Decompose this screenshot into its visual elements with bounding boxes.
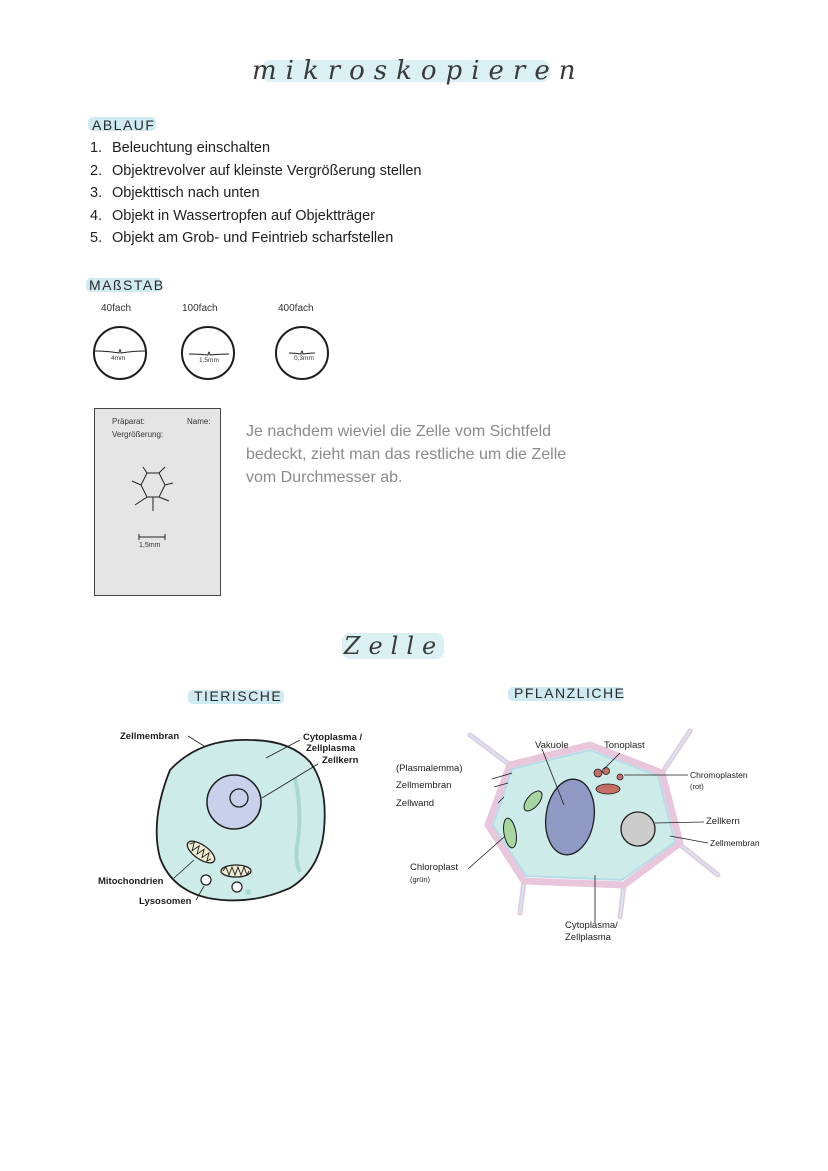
fov-scale-40: 4mm — [111, 355, 126, 362]
slide-cell-sketch — [125, 461, 185, 521]
mag-label-40: 40fach — [101, 303, 132, 314]
animal-label-zellkern: Zellkern — [322, 755, 359, 766]
plant-label-chloroplast: Chloroplast — [410, 862, 459, 873]
mitochondrion-2 — [221, 865, 251, 877]
plant-label-plasmalemma: (Plasmalemma) — [396, 763, 463, 774]
fov-circle-100 — [182, 327, 234, 379]
plant-chromoplast-2 — [603, 768, 610, 775]
fov-circle-40 — [94, 327, 146, 379]
slide-vergroesserung-label: Vergrößerung: — [112, 430, 164, 439]
field-of-view-circles — [85, 318, 345, 388]
massstab-heading: MAßSTAB — [89, 277, 165, 293]
ablauf-heading: ABLAUF — [92, 117, 156, 133]
mag-label-100: 100fach — [182, 303, 218, 314]
lysosome-1 — [201, 875, 211, 885]
tierische-heading: TIERISCHE — [194, 688, 283, 704]
plant-chromoplast-3 — [617, 774, 623, 780]
pflanzliche-heading: PFLANZLICHE — [514, 685, 626, 701]
plant-nucleus — [621, 812, 655, 846]
plant-label-zellwand: Zellwand — [396, 798, 435, 809]
page-title: mikroskopieren — [252, 56, 585, 86]
plant-label-zellmembran-right: Zellmembran — [710, 838, 760, 848]
step-item: 5. Objekt am Grob- und Feintrieb scharfstellen — [90, 230, 394, 246]
plant-label-chromoplasten: Chromoplasten — [690, 770, 748, 780]
slide-scale-bar — [137, 533, 167, 541]
explanation-text: Je nachdem wieviel die Zelle vom Sichtfeld bedeckt, zieht man das restliche um die Zelle vom Durchmesser ab. — [246, 423, 567, 486]
animal-label-zellmembran: Zellmembran — [120, 731, 180, 742]
fov-scale-100: 1,5mm — [199, 357, 219, 364]
zelle-heading: Zelle — [343, 632, 445, 660]
plant-chromoplast-1 — [594, 769, 602, 777]
animal-label-lysosomen: Lysosomen — [139, 896, 192, 907]
mag-label-400: 400fach — [278, 303, 314, 314]
plant-label-vakuole: Vakuole — [535, 740, 569, 751]
plant-label-rot: (rot) — [690, 782, 704, 791]
step-item: 2. Objektrevolver auf kleinste Vergrößerung stellen — [90, 162, 422, 179]
step-item: 3. Objekttisch nach unten — [90, 185, 260, 201]
ablauf-steps — [90, 137, 422, 250]
plant-label-cytoplasma: Cytoplasma/ — [565, 920, 618, 931]
plant-label-zellkern: Zellkern — [706, 816, 740, 827]
plant-label-zellplasma: Zellplasma — [565, 932, 611, 943]
fov-circle-400 — [276, 327, 328, 379]
plant-cell-diagram — [440, 725, 740, 925]
plant-label-gruen: (grün) — [410, 875, 431, 884]
slide-name-label: Name: — [187, 417, 211, 426]
animal-nucleus — [207, 775, 261, 829]
slide-sketch — [94, 408, 221, 596]
animal-label-cytoplasma: Cytoplasma / — [303, 732, 363, 743]
animal-label-mitochondrien: Mitochondrien — [98, 876, 164, 887]
slide-praeparat-label: Präparat: — [112, 417, 145, 426]
step-item: 1. Beleuchtung einschalten — [90, 140, 271, 156]
animal-label-zellplasma: Zellplasma — [306, 743, 356, 754]
slide-scale-label: 1,5mm — [139, 542, 161, 549]
plant-label-tonoplast: Tonoplast — [604, 740, 645, 751]
lysosome-2 — [232, 882, 242, 892]
plant-chromoplast-4 — [596, 784, 620, 794]
plant-label-zellmembran: Zellmembran — [396, 780, 452, 791]
fov-scale-400: 0,3mm — [294, 355, 314, 362]
step-item: 4. Objekt in Wassertropfen auf Objektträger — [90, 207, 375, 224]
